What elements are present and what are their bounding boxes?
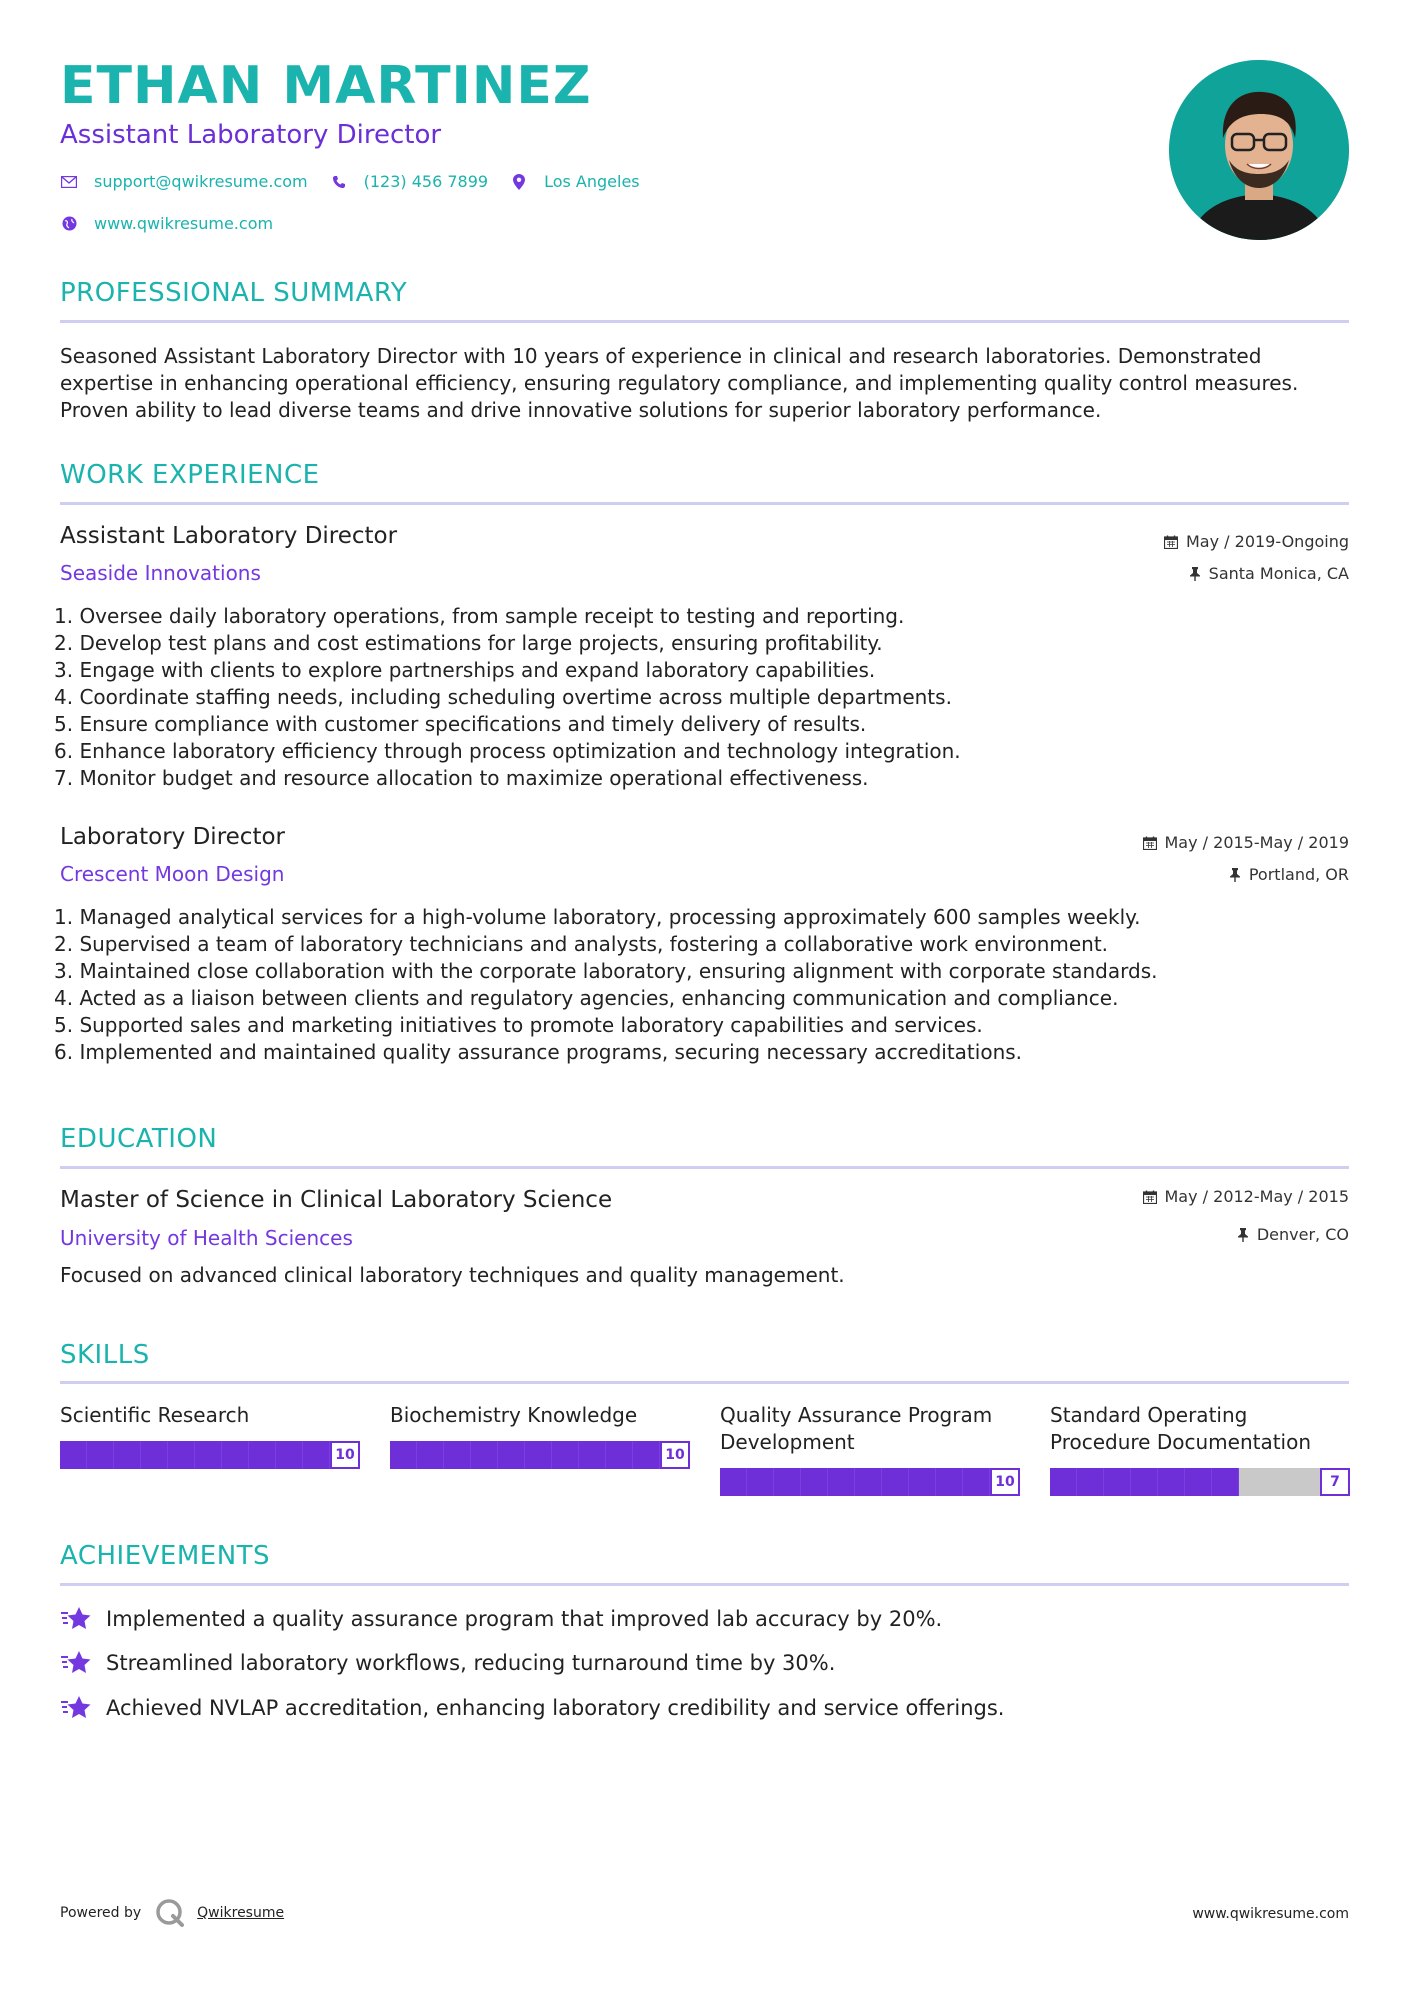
date-range: May / 2015-May / 2019 — [1164, 833, 1349, 852]
job-location — [1229, 865, 1349, 884]
achievements-heading: ACHIEVEMENTS — [60, 1541, 271, 1571]
job-title: Laboratory Director — [60, 824, 285, 850]
skill-rating-bar — [60, 1441, 360, 1469]
star-badge-icon — [60, 1694, 92, 1722]
job-location — [1189, 564, 1349, 583]
website-link[interactable]: www.qwikresume.com — [94, 214, 274, 233]
skill-segment — [525, 1441, 552, 1469]
skill-segment — [390, 1441, 417, 1469]
skill-segment — [1185, 1468, 1212, 1496]
achievement-text: Achieved NVLAP accreditation, enhancing laboratory credibility and service offerings. — [106, 1696, 1005, 1720]
skill-segment — [1239, 1468, 1266, 1496]
location-text: Portland, OR — [1248, 865, 1349, 884]
skill-segment — [195, 1441, 222, 1469]
education-divider — [60, 1166, 1349, 1169]
skill-rating-bar — [390, 1441, 690, 1469]
skill-segment — [303, 1441, 330, 1469]
list-item: 1. Managed analytical services for a high-volume laboratory, processing approximately 600 samples weekly. — [54, 905, 1141, 929]
achievement-item — [60, 1649, 835, 1677]
website-row — [60, 214, 295, 233]
list-item: 2. Develop test plans and cost estimations for large projects, ensuring profitability. — [54, 631, 883, 655]
skill-segment — [222, 1441, 249, 1469]
skill-segment — [882, 1468, 909, 1496]
email-link[interactable]: support@qwikresume.com — [94, 172, 308, 191]
skill-name: Biochemistry Knowledge — [390, 1403, 638, 1427]
skill-segment — [828, 1468, 855, 1496]
envelope-icon — [60, 176, 78, 188]
skill-segment — [60, 1441, 87, 1469]
skill-name: Standard Operating Procedure Documentation — [1050, 1403, 1312, 1454]
skill-segment — [417, 1441, 444, 1469]
qwikresume-logo-icon — [155, 1898, 185, 1928]
list-item: 6. Implemented and maintained quality assurance programs, securing necessary accreditations. — [54, 1040, 1023, 1064]
achievement-text: Streamlined laboratory workflows, reducing turnaround time by 30%. — [106, 1651, 836, 1675]
skill-level-badge: 10 — [330, 1441, 360, 1469]
degree-title: Master of Science in Clinical Laboratory Science — [60, 1187, 613, 1213]
experience-heading: WORK EXPERIENCE — [60, 460, 320, 490]
company-name: Crescent Moon Design — [60, 862, 285, 886]
candidate-name: ETHAN MARTINEZ — [60, 56, 592, 116]
phone-icon — [330, 175, 348, 189]
skill-segment — [276, 1441, 303, 1469]
skill-segment — [909, 1468, 936, 1496]
skill-segment — [249, 1441, 276, 1469]
list-item: 5. Ensure compliance with customer specifications and timely delivery of results. — [54, 712, 867, 736]
education-dates — [1143, 1187, 1350, 1206]
star-badge-icon — [60, 1649, 92, 1677]
skill-segment — [801, 1468, 828, 1496]
job-title: Assistant Laboratory Director — [60, 523, 398, 549]
skill-segment — [1104, 1468, 1131, 1496]
skill-level-badge: 10 — [990, 1468, 1020, 1496]
phone-number[interactable]: (123) 456 7899 — [363, 172, 489, 191]
skills-divider — [60, 1381, 1349, 1384]
pushpin-icon — [1237, 1228, 1249, 1242]
globe-icon — [60, 216, 78, 231]
skill-segment — [936, 1468, 963, 1496]
location-text: Los Angeles — [544, 172, 640, 191]
calendar-icon — [1164, 535, 1178, 549]
skill-segment — [1131, 1468, 1158, 1496]
skill-segment — [606, 1441, 633, 1469]
summary-text: Seasoned Assistant Laboratory Director with 10 years of experience in clinical and research laboratories. Demonstrated expertise in enhancing operational efficiency, ensuring regulatory compliance, and implementing quality control measures. Proven ability to lead diverse teams and drive innovative solutions for superior laboratory performance. — [60, 344, 1299, 422]
skill-segment — [855, 1468, 882, 1496]
list-item: 5. Supported sales and marketing initiatives to promote laboratory capabilities and services. — [54, 1013, 983, 1037]
skill-name: Quality Assurance Program Development — [720, 1403, 993, 1454]
skill-segment — [579, 1441, 606, 1469]
list-item: 6. Enhance laboratory efficiency through process optimization and technology integration. — [54, 739, 961, 763]
skill-segment — [1077, 1468, 1104, 1496]
duties-list — [54, 603, 961, 792]
achievements-divider — [60, 1583, 1349, 1586]
skill-segment — [498, 1441, 525, 1469]
pushpin-icon — [1189, 567, 1201, 581]
location-text: Santa Monica, CA — [1208, 564, 1349, 583]
powered-by-text: Powered by — [60, 1905, 142, 1921]
profile-photo — [1169, 60, 1349, 240]
skills-heading: SKILLS — [60, 1340, 150, 1370]
skill-segment — [747, 1468, 774, 1496]
skill-segment — [114, 1441, 141, 1469]
list-item: 2. Supervised a team of laboratory technicians and analysts, fostering a collaborative work environment. — [54, 932, 1109, 956]
skill-segment — [471, 1441, 498, 1469]
skill-level-badge: 7 — [1320, 1468, 1350, 1496]
education-location — [1237, 1225, 1349, 1244]
education-heading: EDUCATION — [60, 1124, 218, 1154]
qwikresume-link[interactable]: Qwikresume — [197, 1905, 285, 1921]
date-range: May / 2019-Ongoing — [1186, 532, 1349, 551]
skill-segment — [444, 1441, 471, 1469]
job-dates — [1164, 532, 1349, 551]
achievement-text: Implemented a quality assurance program that improved lab accuracy by 20%. — [106, 1607, 943, 1631]
skill-segment — [774, 1468, 801, 1496]
skill-segment — [141, 1441, 168, 1469]
skill-segment — [720, 1468, 747, 1496]
achievement-item — [60, 1694, 1004, 1722]
skill-rating-bar — [1050, 1468, 1350, 1496]
summary-heading: PROFESSIONAL SUMMARY — [60, 278, 408, 308]
list-item: 3. Maintained close collaboration with the corporate laboratory, ensuring alignment with corporate standards. — [54, 959, 1158, 983]
summary-divider — [60, 320, 1349, 323]
map-pin-icon — [510, 174, 528, 190]
location-text: Denver, CO — [1256, 1225, 1349, 1244]
skill-segment — [1050, 1468, 1077, 1496]
job-dates — [1143, 833, 1350, 852]
date-range: May / 2012-May / 2015 — [1164, 1187, 1349, 1206]
education-description: Focused on advanced clinical laboratory techniques and quality management. — [60, 1263, 845, 1287]
skill-segment — [1158, 1468, 1185, 1496]
achievement-item — [60, 1605, 942, 1633]
skill-level-badge: 10 — [660, 1441, 690, 1469]
star-badge-icon — [60, 1605, 92, 1633]
company-name: Seaside Innovations — [60, 561, 261, 585]
experience-divider — [60, 502, 1349, 505]
skill-segment — [552, 1441, 579, 1469]
skill-segment — [87, 1441, 114, 1469]
calendar-icon — [1143, 836, 1157, 850]
calendar-icon — [1143, 1190, 1157, 1204]
skill-segment — [1212, 1468, 1239, 1496]
list-item: 1. Oversee daily laboratory operations, from sample receipt to testing and reporting. — [54, 604, 905, 628]
list-item: 4. Acted as a liaison between clients and regulatory agencies, enhancing communication and compliance. — [54, 986, 1119, 1010]
skill-rating-bar — [720, 1468, 1020, 1496]
footer-branding — [60, 1898, 284, 1928]
school-name: University of Health Sciences — [60, 1226, 353, 1250]
skill-segment — [168, 1441, 195, 1469]
skill-segment — [1266, 1468, 1293, 1496]
candidate-title: Assistant Laboratory Director — [60, 120, 442, 150]
pushpin-icon — [1229, 868, 1241, 882]
list-item: 7. Monitor budget and resource allocation to maximize operational effectiveness. — [54, 766, 869, 790]
skill-segment — [633, 1441, 660, 1469]
duties-list — [54, 904, 1157, 1066]
footer-url[interactable]: www.qwikresume.com — [1192, 1906, 1349, 1922]
list-item: 3. Engage with clients to explore partnerships and expand laboratory capabilities. — [54, 658, 876, 682]
contact-row — [60, 172, 662, 191]
skill-name: Scientific Research — [60, 1403, 250, 1427]
skill-segment — [963, 1468, 990, 1496]
list-item: 4. Coordinate staffing needs, including scheduling overtime across multiple departments. — [54, 685, 952, 709]
skill-segment — [1293, 1468, 1320, 1496]
